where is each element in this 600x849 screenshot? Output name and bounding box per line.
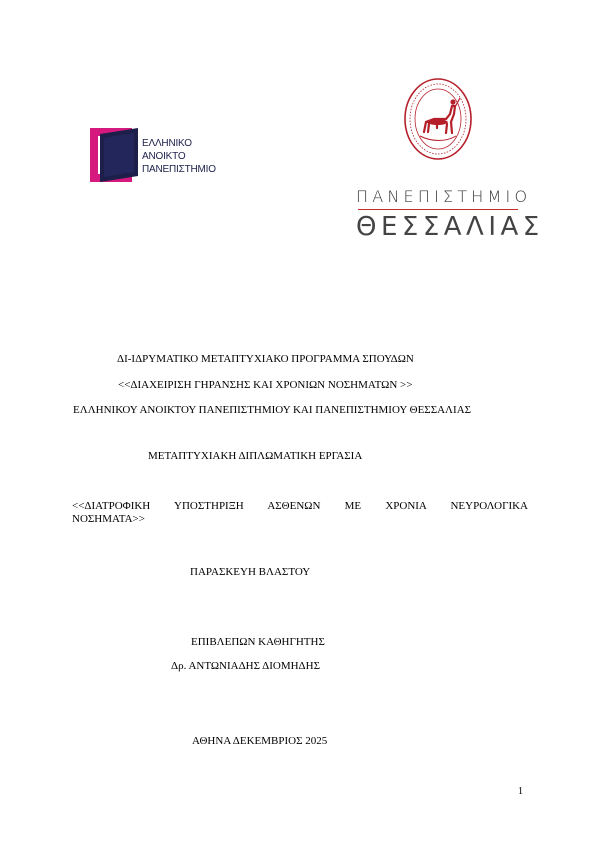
supervisor-name: Δρ. ΑΝΤΩΝΙΑΔΗΣ ΔΙΟΜΗΔΗΣ [171, 660, 320, 672]
place-date: ΑΘΗΝΑ ΔΕΚΕΜΒΡΙΟΣ 2025 [192, 735, 328, 747]
uth-divider [358, 209, 518, 210]
eap-line-3: ΠΑΝΕΠΙΣΤΗΜΙΟ [142, 164, 216, 175]
eap-line-2: ΑΝΟΙΚΤΟ [142, 151, 186, 162]
uth-logo [356, 76, 544, 248]
program-title: ΔΙ-ΙΔΡΥΜΑΤΙΚΟ ΜΕΤΑΠΤΥΧΙΑΚΟ ΠΡΟΓΡΑΜΜΑ ΣΠΟΥΔΩΝ [117, 353, 414, 365]
thesis-title-line-1: <<ΔΙΑΤΡΟΦΙΚΗ ΥΠΟΣΤΗΡΙΞΗ ΑΣΘΕΝΩΝ ΜΕ ΧΡΟΝΙΑ ΝΕΥΡΟΛΟΓΙΚΑ [72, 500, 528, 512]
uth-line-2: ΘΕΣΣΑΛΙΑΣ [356, 212, 544, 242]
uth-line-1: ΠΑΝΕΠΙΣΤΗΜΙΟ [356, 187, 532, 206]
author-name: ΠΑΡΑΣΚΕΥΗ ΒΛΑΣΤΟΥ [190, 566, 311, 578]
thesis-type: ΜΕΤΑΠΤΥΧΙΑΚΗ ΔΙΠΛΩΜΑΤΙΚΗ ΕΡΓΑΣΙΑ [148, 450, 363, 462]
eap-logo-mark [90, 126, 142, 184]
eap-logo [90, 126, 240, 190]
page-number: 1 [518, 786, 523, 797]
thesis-title-line-2: ΝΟΣΗΜΑΤΑ>> [72, 513, 145, 525]
eap-logo-text [142, 137, 216, 176]
program-name: <<ΔΙΑΧΕΙΡΙΣΗ ΓΗΡΑΝΣΗΣ ΚΑΙ ΧΡΟΝΙΩΝ ΝΟΣΗΜΑΤΩΝ >> [118, 379, 413, 391]
eap-line-1: ΕΛΛΗΝΙΚΟ [142, 138, 192, 149]
universities: ΕΛΛΗΝΙΚΟΥ ΑΝΟΙΚΤΟΥ ΠΑΝΕΠΙΣΤΗΜΙΟΥ ΚΑΙ ΠΑΝΕΠΙΣΤΗΜΙΟΥ ΘΕΣΣΑΛΙΑΣ [73, 404, 472, 416]
supervisor-label: ΕΠΙΒΛΕΠΩΝ ΚΑΘΗΓΗΤΗΣ [191, 636, 325, 648]
thesis-title [72, 500, 528, 526]
uth-seal-icon [402, 76, 474, 162]
